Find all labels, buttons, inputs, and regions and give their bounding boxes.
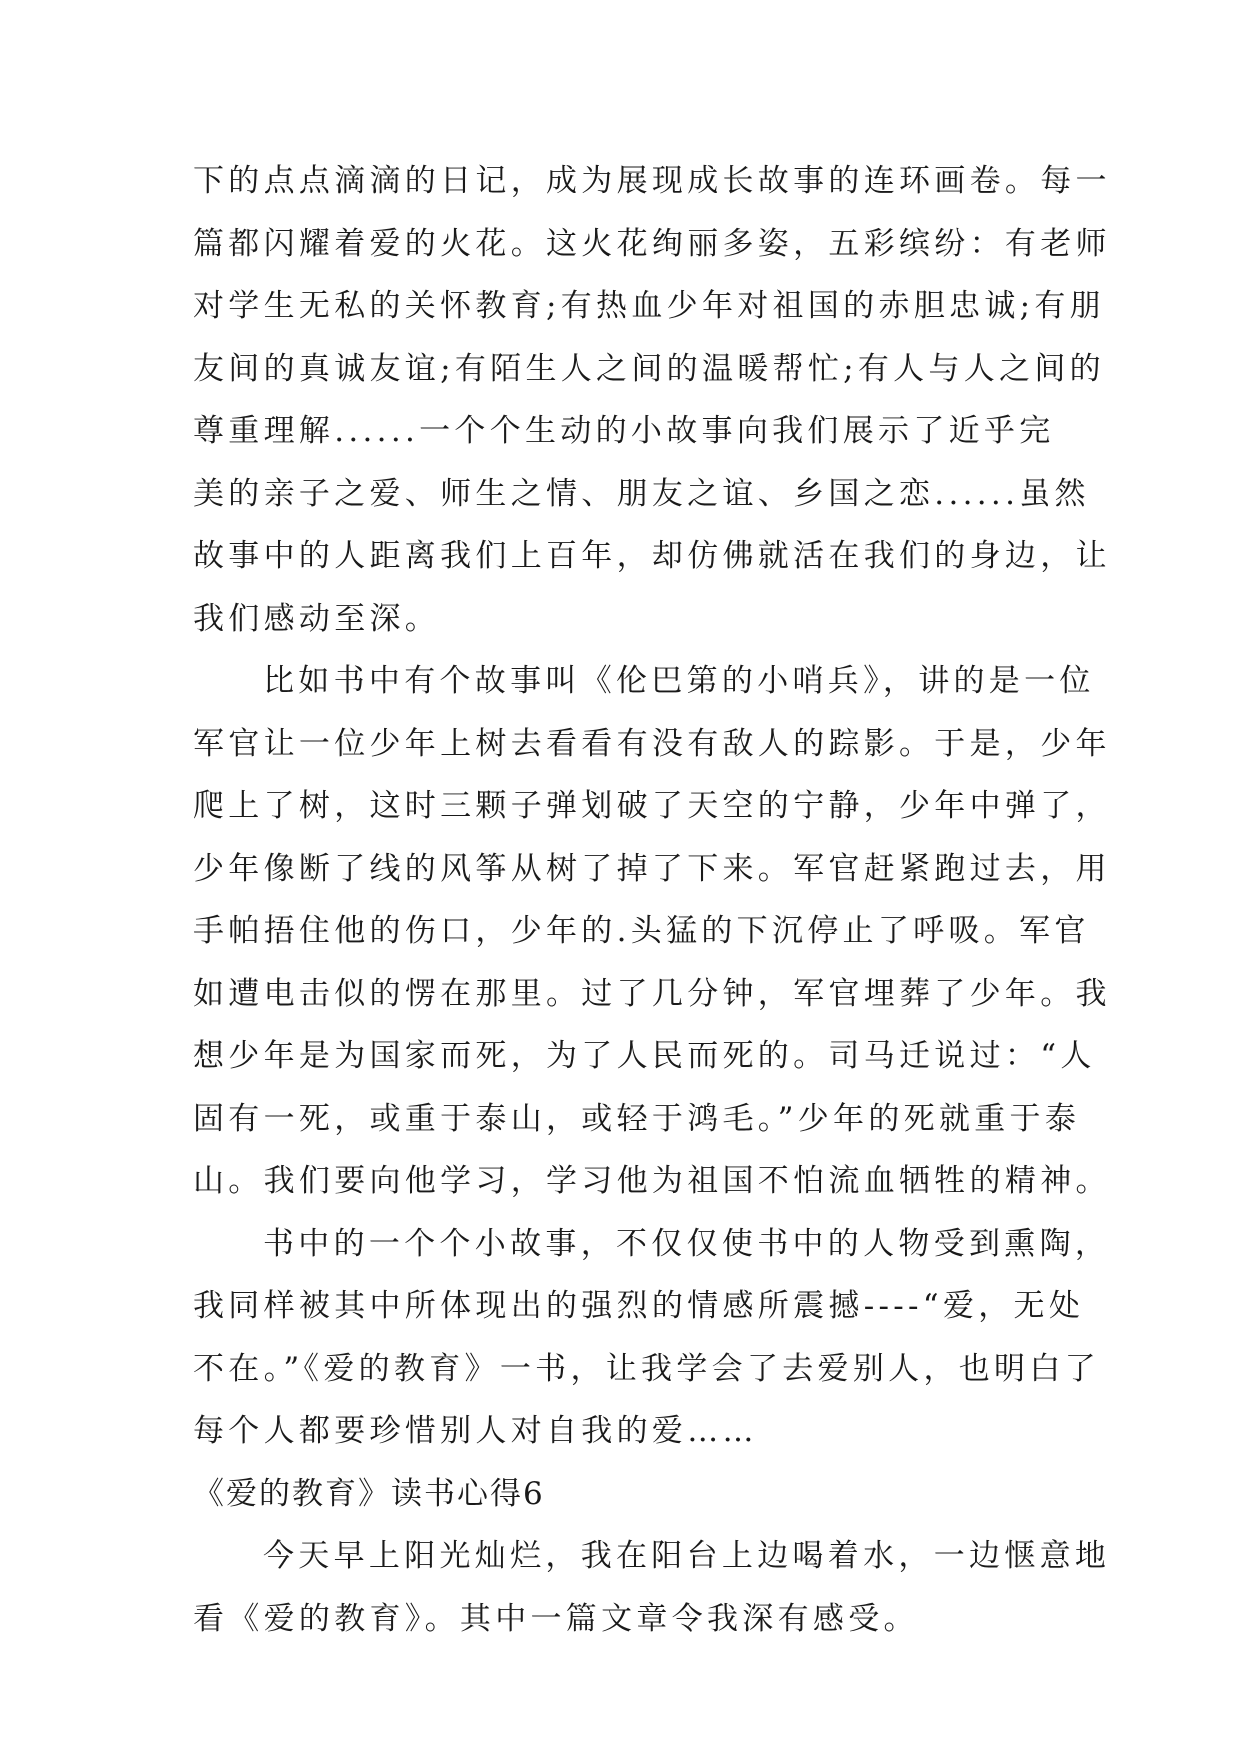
document-body [193,150,1111,1650]
section-heading: 《爱的教育》读书心得6 [193,1475,545,1512]
paragraph-first-line: 书中的一个个小故事，不仅仅使书中的人物受到熏陶， [263,1225,1111,1262]
text-line: 每个人都要珍惜别人对自我的爱…… [193,1413,758,1449]
paragraph-first-line: 今天早上阳光灿烂，我在阳台上边喝着水，一边惬意地 [263,1538,1111,1574]
text-line: 下的点点滴滴的日记，成为展现成长故事的连环画卷。每一 [193,163,1111,199]
text-line: 固有一死，或重于泰山，或轻于鸿毛。”少年的死就重于泰 [193,1100,1081,1137]
text-line: 尊重理解......一个个生动的小故事向我们展示了近乎完 [193,413,1055,449]
text-line: 友间的真诚友谊;有陌生人之间的温暖帮忙;有人与人之间的 [193,350,1105,387]
text-line: 不在。”《爱的教育》一书，让我学会了去爱别人，也明白了 [193,1350,1100,1387]
text-line: 美的亲子之爱、师生之情、朋友之谊、乡国之恋......虽然 [193,475,1090,512]
text-line: 山。我们要向他学习，学习他为祖国不怕流血牺牲的精神。 [193,1163,1111,1199]
text-line: 爬上了树，这时三颗子弹划破了天空的宁静，少年中弹了， [193,788,1111,824]
text-line: 我们感动至深。 [193,600,441,637]
text-line: 我同样被其中所体现出的强烈的情感所震撼----“爱，无处 [193,1288,1085,1324]
text-line: 手帕捂住他的伤口，少年的.头猛的下沉停止了呼吸。军官 [193,913,1090,949]
text-line: 如遭电击似的愣在那里。过了几分钟，军官埋葬了少年。我 [193,975,1111,1012]
text-line: 军官让一位少年上树去看看有没有敌人的踪影。于是，少年 [193,725,1111,762]
text-line: 看《爱的教育》。其中一篇文章令我深有感受。 [193,1600,919,1637]
text-line: 篇都闪耀着爱的火花。这火花绚丽多姿，五彩缤纷：有老师 [193,225,1111,262]
text-line: 少年像断了线的风筝从树了掉了下来。军官赶紧跑过去，用 [193,850,1111,887]
text-line: 想少年是为国家而死，为了人民而死的。司马迁说过：“人 [193,1038,1096,1074]
text-line: 故事中的人距离我们上百年，却仿佛就活在我们的身边，让 [193,538,1111,574]
text-line: 对学生无私的关怀教育;有热血少年对祖国的赤胆忠诚;有朋 [193,288,1105,324]
paragraph-first-line: 比如书中有个故事叫《伦巴第的小哨兵》，讲的是一位 [263,663,1095,699]
